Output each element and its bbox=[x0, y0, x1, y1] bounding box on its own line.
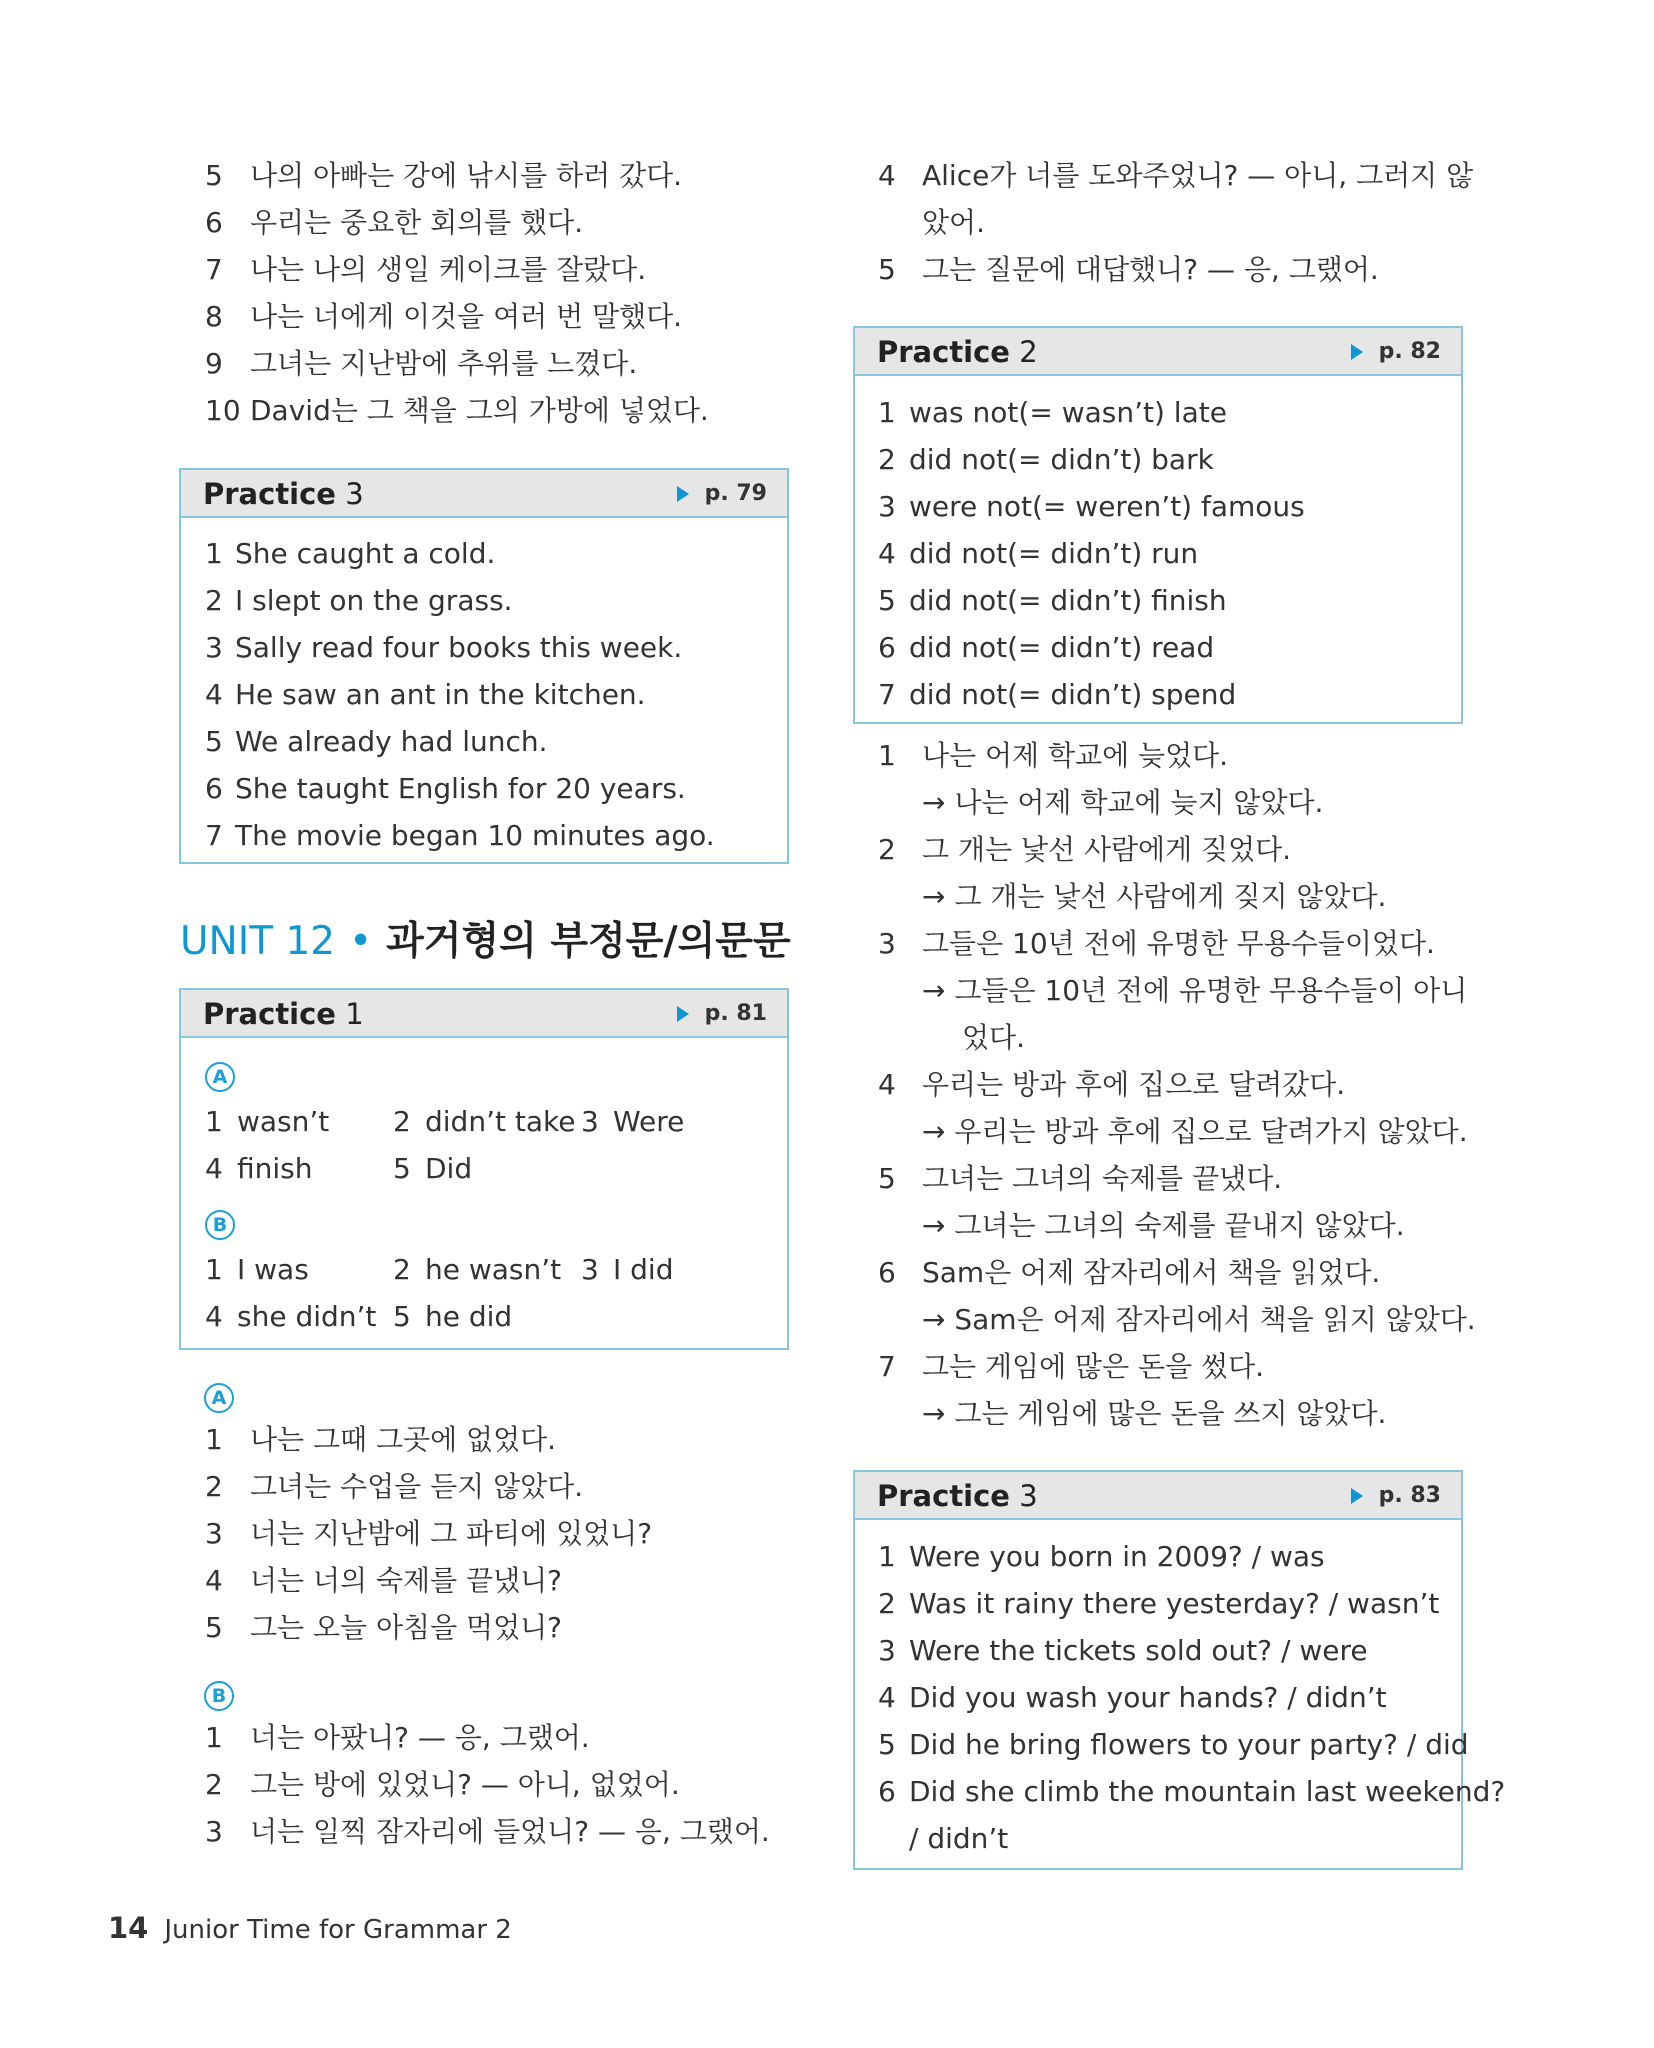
list-item: didn’t take bbox=[425, 1105, 576, 1138]
list-number: 1 bbox=[878, 739, 896, 772]
practice1-box bbox=[179, 988, 789, 1350]
list-number: 1 bbox=[878, 1540, 896, 1573]
triangle-icon bbox=[1351, 344, 1363, 360]
list-item: Were the tickets sold out? / were bbox=[909, 1634, 1368, 1667]
book-title: Junior Time for Grammar 2 bbox=[164, 1915, 512, 1945]
list-number: 5 bbox=[878, 1162, 896, 1195]
arrow-icon: → bbox=[922, 1209, 946, 1242]
list-item: 나는 그때 그곳에 없었다. bbox=[250, 1423, 557, 1456]
list-item: I was bbox=[237, 1253, 309, 1286]
list-number: 7 bbox=[205, 253, 223, 286]
list-number: 2 bbox=[205, 1768, 223, 1801]
list-number: 3 bbox=[878, 927, 896, 960]
arrow-icon: → bbox=[922, 880, 946, 913]
page-footer bbox=[108, 1912, 512, 1946]
list-item: were not(= weren’t) famous bbox=[909, 490, 1305, 523]
unit-label: UNIT 12 bbox=[180, 919, 336, 964]
list-number: 6 bbox=[205, 206, 223, 239]
list-item: 그들은 10년 전에 유명한 무용수들이었다. bbox=[922, 927, 1435, 960]
list-item: did not(= didn’t) run bbox=[909, 537, 1199, 570]
list-item-negative: → 그녀는 그녀의 숙제를 끝내지 않았다. bbox=[922, 1209, 1405, 1242]
list-number: 4 bbox=[205, 678, 223, 711]
list-item: he did bbox=[425, 1300, 513, 1333]
list-number: 3 bbox=[205, 1815, 223, 1848]
list-item: did not(= didn’t) bark bbox=[909, 443, 1214, 476]
list-item: 나의 아빠는 강에 낚시를 하러 갔다. bbox=[250, 159, 683, 192]
list-number: 2 bbox=[393, 1253, 411, 1286]
list-item: 그 개는 낯선 사람에게 짖었다. bbox=[922, 833, 1292, 866]
section-a-badge: A bbox=[205, 1062, 235, 1092]
page-number: 14 bbox=[108, 1911, 149, 1945]
arrow-icon: → bbox=[922, 1115, 946, 1148]
list-item: 나는 어제 학교에 늦었다. bbox=[922, 739, 1229, 772]
arrow-icon: → bbox=[922, 974, 946, 1007]
list-number: 2 bbox=[205, 1470, 223, 1503]
practice2-box bbox=[853, 326, 1463, 724]
list-item: was not(= wasn’t) late bbox=[909, 396, 1227, 429]
list-item: 우리는 중요한 회의를 했다. bbox=[250, 206, 584, 239]
list-number: 3 bbox=[581, 1105, 599, 1138]
list-number: 1 bbox=[205, 1721, 223, 1754]
list-item-negative: → 그들은 10년 전에 유명한 무용수들이 아니 bbox=[922, 974, 1468, 1007]
list-number: 1 bbox=[205, 1253, 223, 1286]
list-item: 그는 방에 있었니? — 아니, 없었어. bbox=[250, 1768, 680, 1801]
list-item: wasn’t bbox=[237, 1105, 330, 1138]
list-item-negative: → 우리는 방과 후에 집으로 달려가지 않았다. bbox=[922, 1115, 1468, 1148]
list-number: 5 bbox=[393, 1152, 411, 1185]
list-number: 7 bbox=[878, 1350, 896, 1383]
list-item: David는 그 책을 그의 가방에 넣었다. bbox=[250, 394, 709, 427]
list-item: 그녀는 지난밤에 추위를 느꼈다. bbox=[250, 347, 638, 380]
list-item: She caught a cold. bbox=[235, 537, 496, 570]
list-item: did not(= didn’t) spend bbox=[909, 678, 1237, 711]
list-item: Did you wash your hands? / didn’t bbox=[909, 1681, 1387, 1714]
list-item: did not(= didn’t) finish bbox=[909, 584, 1227, 617]
practice2-title: Practice 2 bbox=[877, 335, 1038, 369]
list-item: 나는 너에게 이것을 여러 번 말했다. bbox=[250, 300, 683, 333]
list-item: Did bbox=[425, 1152, 473, 1185]
list-number: 2 bbox=[393, 1105, 411, 1138]
list-item: 그녀는 그녀의 숙제를 끝냈다. bbox=[922, 1162, 1283, 1195]
list-number: 4 bbox=[205, 1564, 223, 1597]
list-number: 1 bbox=[205, 1105, 223, 1138]
practice3-right-title: Practice 3 bbox=[877, 1479, 1038, 1513]
list-number: 3 bbox=[205, 631, 223, 664]
list-number: 4 bbox=[878, 537, 896, 570]
list-item: Sam은 어제 잠자리에서 책을 읽었다. bbox=[922, 1256, 1381, 1289]
list-item: We already had lunch. bbox=[235, 725, 548, 758]
practice3-box bbox=[179, 468, 789, 864]
list-number: 1 bbox=[205, 1423, 223, 1456]
list-number: 1 bbox=[878, 396, 896, 429]
list-item: 너는 아팠니? — 응, 그랬어. bbox=[250, 1721, 590, 1754]
list-item: Was it rainy there yesterday? / wasn’t bbox=[909, 1587, 1440, 1620]
arrow-icon: → bbox=[922, 1303, 946, 1336]
list-number: 7 bbox=[878, 678, 896, 711]
list-number: 1 bbox=[205, 537, 223, 570]
list-number: 2 bbox=[205, 584, 223, 617]
list-number: 5 bbox=[205, 1611, 223, 1644]
section-b-badge: B bbox=[205, 1210, 235, 1240]
list-number: 9 bbox=[205, 347, 223, 380]
list-number: 5 bbox=[878, 1728, 896, 1761]
list-number: 6 bbox=[878, 1775, 896, 1808]
list-item: Sally read four books this week. bbox=[235, 631, 683, 664]
list-item: 그녀는 수업을 듣지 않았다. bbox=[250, 1470, 584, 1503]
list-item: Did she climb the mountain last weekend? bbox=[909, 1775, 1506, 1808]
practice2-header bbox=[855, 328, 1461, 376]
list-number: 5 bbox=[878, 253, 896, 286]
triangle-icon bbox=[677, 486, 689, 502]
list-number: 2 bbox=[878, 443, 896, 476]
list-item: Alice가 너를 도와주었니? — 아니, 그러지 않 bbox=[922, 159, 1474, 192]
practice3-right-page-ref: p. 83 bbox=[1351, 1481, 1441, 1511]
practice2-page-ref: p. 82 bbox=[1351, 337, 1441, 367]
section-b-badge: B bbox=[204, 1681, 234, 1711]
list-item: did not(= didn’t) read bbox=[909, 631, 1215, 664]
practice1-title: Practice 1 bbox=[203, 997, 364, 1031]
list-item: 그는 질문에 대답했니? — 응, 그랬어. bbox=[922, 253, 1379, 286]
list-item-continued: / didn’t bbox=[909, 1822, 1009, 1855]
list-number: 3 bbox=[878, 1634, 896, 1667]
triangle-icon bbox=[1351, 1488, 1363, 1504]
list-number: 5 bbox=[393, 1300, 411, 1333]
practice3-header bbox=[181, 470, 787, 518]
list-item: She taught English for 20 years. bbox=[235, 772, 686, 805]
list-item: Did he bring flowers to your party? / did bbox=[909, 1728, 1469, 1761]
list-number: 4 bbox=[878, 159, 896, 192]
list-number: 10 bbox=[205, 394, 241, 427]
list-number: 6 bbox=[878, 631, 896, 664]
list-item: I slept on the grass. bbox=[235, 584, 513, 617]
list-item: finish bbox=[237, 1152, 313, 1185]
list-item: 그는 오늘 아침을 먹었니? bbox=[250, 1611, 563, 1644]
list-number: 5 bbox=[878, 584, 896, 617]
list-number: 3 bbox=[205, 1517, 223, 1550]
list-item: 너는 너의 숙제를 끝냈니? bbox=[250, 1564, 563, 1597]
list-item: 그는 게임에 많은 돈을 썼다. bbox=[922, 1350, 1265, 1383]
list-number: 4 bbox=[878, 1681, 896, 1714]
practice1-header bbox=[181, 990, 787, 1038]
list-item-negative: → 그는 게임에 많은 돈을 쓰지 않았다. bbox=[922, 1397, 1387, 1430]
list-number: 5 bbox=[205, 725, 223, 758]
list-item: 나는 나의 생일 케이크를 잘랐다. bbox=[250, 253, 647, 286]
list-number: 2 bbox=[878, 1587, 896, 1620]
section-a-badge: A bbox=[204, 1383, 234, 1413]
list-item: he wasn’t bbox=[425, 1253, 562, 1286]
list-number: 8 bbox=[205, 300, 223, 333]
practice3-page-ref: p. 79 bbox=[677, 479, 767, 509]
list-item: Were bbox=[613, 1105, 685, 1138]
unit-title: 과거형의 부정문/의문문 bbox=[386, 919, 791, 964]
list-number: 3 bbox=[878, 490, 896, 523]
list-item: I did bbox=[613, 1253, 674, 1286]
list-item: 너는 지난밤에 그 파티에 있었니? bbox=[250, 1517, 653, 1550]
list-item: 너는 일찍 잠자리에 들었니? — 응, 그랬어. bbox=[250, 1815, 770, 1848]
arrow-icon: → bbox=[922, 786, 946, 819]
list-number: 3 bbox=[581, 1253, 599, 1286]
list-number: 2 bbox=[878, 833, 896, 866]
practice3-right-box bbox=[853, 1470, 1506, 1870]
list-item: Were you born in 2009? / was bbox=[909, 1540, 1325, 1573]
practice3-title: Practice 3 bbox=[203, 477, 364, 511]
list-item-negative: → 나는 어제 학교에 늦지 않았다. bbox=[922, 786, 1324, 819]
list-item: she didn’t bbox=[237, 1300, 377, 1333]
list-number: 4 bbox=[205, 1300, 223, 1333]
list-item-continued: 았어. bbox=[922, 206, 985, 239]
list-number: 5 bbox=[205, 159, 223, 192]
list-number: 4 bbox=[205, 1152, 223, 1185]
bullet-icon: • bbox=[349, 919, 373, 964]
list-number: 6 bbox=[205, 772, 223, 805]
practice1-page-ref: p. 81 bbox=[677, 999, 767, 1029]
list-item: The movie began 10 minutes ago. bbox=[235, 819, 715, 852]
practice3-right-header bbox=[855, 1472, 1461, 1520]
list-number: 4 bbox=[878, 1068, 896, 1101]
unit-heading bbox=[180, 918, 791, 966]
list-number: 6 bbox=[878, 1256, 896, 1289]
triangle-icon bbox=[677, 1006, 689, 1022]
list-item-continued: 었다. bbox=[962, 1021, 1025, 1054]
list-item-negative: → Sam은 어제 잠자리에서 책을 읽지 않았다. bbox=[922, 1303, 1476, 1336]
arrow-icon: → bbox=[922, 1397, 946, 1430]
list-number: 7 bbox=[205, 819, 223, 852]
list-item: He saw an ant in the kitchen. bbox=[235, 678, 646, 711]
list-item: 우리는 방과 후에 집으로 달려갔다. bbox=[922, 1068, 1346, 1101]
list-item-negative: → 그 개는 낯선 사람에게 짖지 않았다. bbox=[922, 880, 1387, 913]
